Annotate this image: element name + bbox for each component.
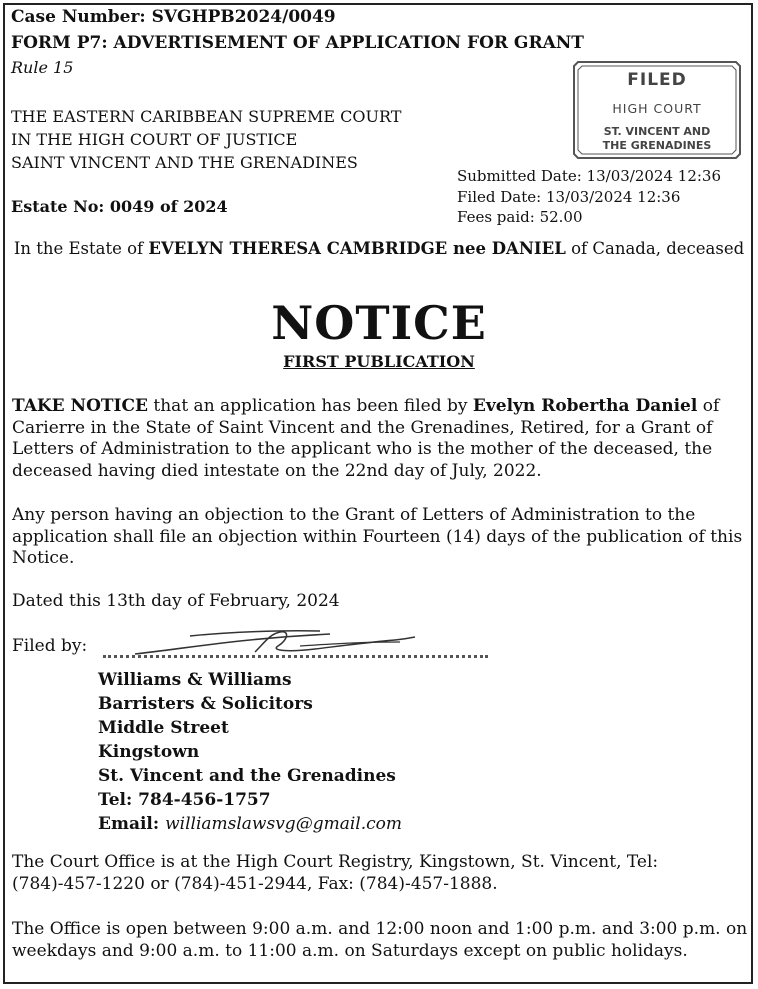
- filed-date: Filed Date: 13/03/2024 12:36: [457, 187, 681, 206]
- case-number: Case Number: SVGHPB2024/0049: [11, 7, 336, 27]
- stamp-location-line-2: THE GRENADINES: [602, 139, 712, 152]
- court-line-1: THE EASTERN CARIBBEAN SUPREME COURT: [11, 107, 402, 126]
- email-label: Email:: [98, 814, 166, 834]
- p1-text-a: that an application has been filed by: [148, 396, 473, 416]
- notice-title: NOTICE: [271, 296, 487, 350]
- firm-street: Middle Street: [98, 718, 229, 738]
- firm-address: [98, 668, 402, 836]
- take-notice-paragraph: [12, 396, 750, 482]
- court-line-3: SAINT VINCENT AND THE GRENADINES: [11, 153, 358, 172]
- firm-email: [98, 812, 402, 836]
- stamp-location: [572, 125, 742, 153]
- applicant-name: Evelyn Robertha Daniel: [472, 396, 698, 416]
- firm-title: Barristers & Solicitors: [98, 694, 313, 714]
- stamp-high-court: HIGH COURT: [612, 101, 702, 116]
- submitted-date: Submitted Date: 13/03/2024 12:36: [457, 167, 722, 185]
- estate-number: Estate No: 0049 of 2024: [11, 197, 228, 216]
- firm-country: St. Vincent and the Grenadines: [98, 766, 396, 786]
- fees-paid: Fees paid: 52.00: [457, 208, 583, 226]
- p1-text-b: of Carierre in the State of Saint Vincent and the Grenadines, Retired, for a Grant of Letters of Administration to the applicant who is the mother of the deceased, the deceased having died intestate on the 22nd day of July, 2022.: [12, 396, 720, 481]
- filing-details: [457, 166, 721, 228]
- publication-subtitle: FIRST PUBLICATION: [283, 352, 475, 371]
- signature-line: [103, 655, 488, 658]
- estate-prefix: In the Estate of: [13, 239, 149, 258]
- court-line-2: IN THE HIGH COURT OF JUSTICE: [11, 130, 298, 149]
- firm-tel: Tel: 784-456-1757: [98, 790, 271, 810]
- objection-paragraph: Any person having an objection to the Grant of Letters of Administration to the application shall file an objection within Fourteen (14) days of the publication of this Notice.: [12, 505, 743, 568]
- firm-name: Williams & Williams: [98, 670, 292, 690]
- stamp-filed: FILED: [627, 70, 687, 90]
- take-notice-label: TAKE NOTICE: [12, 396, 148, 416]
- office-hours-paragraph: The Office is open between 9:00 a.m. and 12:00 noon and 1:00 p.m. and 3:00 p.m. on weekdays and 9:00 a.m. to 11:00 a.m. on Saturdays except on public holidays.: [12, 919, 748, 961]
- form-title: FORM P7: ADVERTISEMENT OF APPLICATION FOR GRANT: [11, 33, 584, 53]
- firm-town: Kingstown: [98, 742, 200, 762]
- dated-line: Dated this 13th day of February, 2024: [12, 591, 340, 611]
- deceased-name: EVELYN THERESA CAMBRIDGE nee DANIEL: [148, 239, 566, 258]
- filed-by-label: Filed by:: [12, 636, 88, 656]
- court-office-paragraph: The Court Office is at the High Court Registry, Kingstown, St. Vincent, Tel: (784)-457-1220 or (784)-451-2944, Fax: (784)-457-1888.: [12, 852, 659, 894]
- court-heading: [11, 105, 401, 174]
- email-address: williamslawsvg@gmail.com: [165, 814, 402, 834]
- estate-line: [12, 238, 746, 259]
- estate-suffix: of Canada, deceased: [565, 239, 745, 258]
- stamp-location-line-1: ST. VINCENT AND: [603, 125, 711, 138]
- rule-reference: Rule 15: [11, 58, 74, 77]
